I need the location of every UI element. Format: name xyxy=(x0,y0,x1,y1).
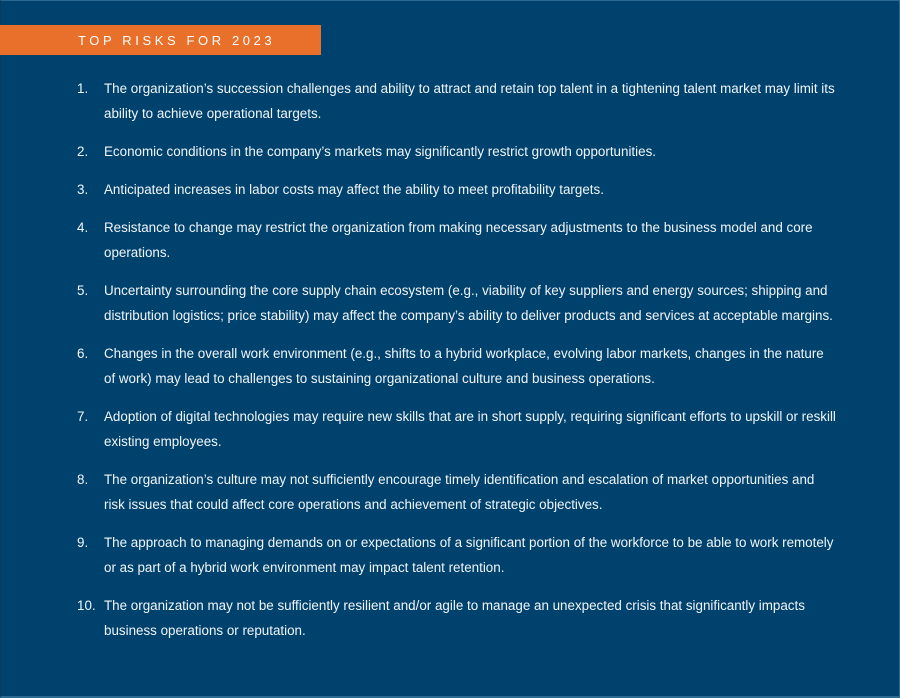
risk-list xyxy=(77,76,837,656)
item-number: 6. xyxy=(77,346,89,361)
item-text: Anticipated increases in labor costs may affect the ability to meet profitability targets. xyxy=(104,182,604,197)
item-number: 10. xyxy=(77,598,96,613)
list-item xyxy=(77,278,837,328)
list-item xyxy=(77,467,837,517)
section-title: TOP RISKS FOR 2023 xyxy=(78,32,276,48)
item-number: 9. xyxy=(77,535,89,550)
list-item xyxy=(77,177,837,202)
item-text: Economic conditions in the company’s markets may significantly restrict growth opportunities. xyxy=(104,144,656,159)
item-text: The approach to managing demands on or expectations of a significant portion of the workforce to be able to work remotely or as part of a hybrid work environment may impact talent retention. xyxy=(104,535,834,575)
item-number: 7. xyxy=(77,409,89,424)
list-item xyxy=(77,530,837,580)
item-number: 1. xyxy=(77,81,89,96)
item-text: Changes in the overall work environment (e.g., shifts to a hybrid workplace, evolving labor markets, changes in the nature of work) may lead to challenges to sustaining organizational culture and business operations. xyxy=(104,346,824,386)
item-text: The organization’s succession challenges and ability to attract and retain top talent in a tightening talent market may limit its ability to achieve operational targets. xyxy=(104,81,835,121)
item-number: 3. xyxy=(77,182,89,197)
list-item xyxy=(77,139,837,164)
item-text: The organization’s culture may not sufficiently encourage timely identification and escalation of market opportunities and risk issues that could affect core operations and achievement of strategic objectives. xyxy=(104,472,815,512)
item-number: 4. xyxy=(77,220,89,235)
list-item xyxy=(77,341,837,391)
list-item xyxy=(77,404,837,454)
item-text: The organization may not be sufficiently resilient and/or agile to manage an unexpected crisis that significantly impacts business operations or reputation. xyxy=(104,598,805,638)
item-number: 2. xyxy=(77,144,89,159)
item-number: 5. xyxy=(77,283,89,298)
item-number: 8. xyxy=(77,472,89,487)
section-banner xyxy=(0,25,321,55)
list-item xyxy=(77,593,837,643)
item-text: Adoption of digital technologies may require new skills that are in short supply, requiring significant efforts to upskill or reskill existing employees. xyxy=(104,409,836,449)
item-text: Resistance to change may restrict the organization from making necessary adjustments to the business model and core operations. xyxy=(104,220,813,260)
item-text: Uncertainty surrounding the core supply chain ecosystem (e.g., viability of key suppliers and energy sources; shipping and distribution logistics; price stability) may affect the company’s ability to deliver products and services at acceptable margins. xyxy=(104,283,833,323)
list-item xyxy=(77,215,837,265)
list-item xyxy=(77,76,837,126)
